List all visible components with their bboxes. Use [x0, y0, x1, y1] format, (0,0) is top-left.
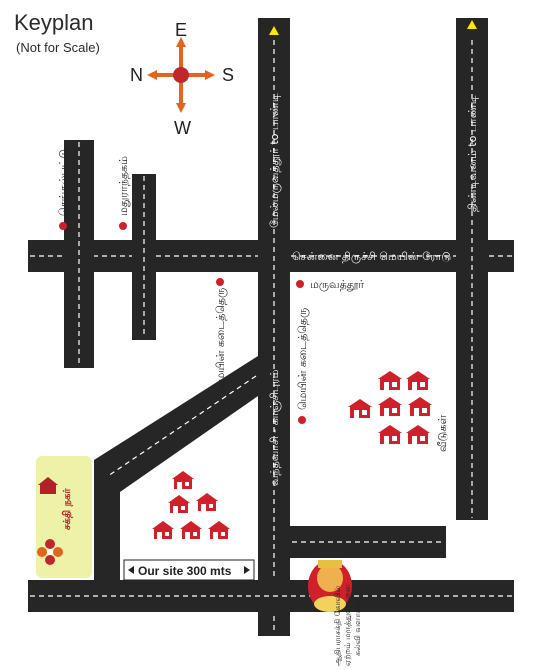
main-kadai-right-label: மெயின் கடைத்தெரு [296, 307, 309, 410]
compass-rose [130, 20, 234, 138]
house-icon [378, 425, 402, 444]
maruvathur-label: மருவத்தூர் [310, 278, 365, 291]
compass-center [173, 67, 189, 83]
house-icon [208, 521, 230, 539]
house-icon [406, 425, 430, 444]
main-road-label: சென்னை திருச்சி மெயின் ரோடு [292, 250, 452, 263]
house-icon [378, 371, 402, 390]
center-road-top-label: மேல்மருவத்தூர் to பாண்டி [268, 93, 281, 228]
house-icon [196, 493, 218, 511]
compass-label-east: E [175, 20, 188, 40]
houses-cluster-right [348, 371, 432, 444]
page-title: Keyplan [14, 10, 94, 35]
house-icon [180, 521, 202, 539]
house-icon [378, 397, 402, 416]
main-kadai-right-dot [298, 416, 306, 424]
house-icon [172, 471, 194, 489]
house-icon [152, 521, 174, 539]
house-icon [408, 397, 432, 416]
page-subtitle: (Not for Scale) [16, 40, 100, 55]
compass-label-north: N [130, 65, 143, 85]
house-icon [348, 399, 372, 418]
compass-label-west: W [174, 118, 191, 138]
temple-caption-2: ஏற்றம் மருத்துவமனை [343, 584, 352, 666]
center-road-lower-label: வந்தவாசி - காஞ்சிபுரம் [268, 369, 281, 486]
main-kadai-left-label: மெயின் கடைத்தெரு [214, 287, 227, 390]
house-icon [406, 371, 430, 390]
site-distance-box [124, 560, 254, 580]
madurantakam-label: மதுராந்தகம் [117, 156, 130, 216]
madurantakam-dot [119, 222, 127, 230]
chengalpattu-dot [59, 222, 67, 230]
right-road-top-label: திண்டிவனம் to பாண்டி [466, 95, 479, 212]
main-kadai-left-dot [216, 278, 224, 286]
temple-caption-1: ஆதிபராசக்தி கோவில் [333, 585, 342, 666]
temple-caption-3: கல்வி வளாகம் [353, 601, 362, 656]
chengalpattu-label: செங்கல்பட்டு [57, 148, 70, 216]
site-distance-label: Our site 300 mts [138, 564, 232, 578]
houses-cluster-site [152, 471, 230, 539]
project-logo-panel [36, 456, 92, 578]
house-icon [168, 495, 190, 513]
maruvathur-dot [296, 280, 304, 288]
lower-road [28, 580, 514, 612]
compass-label-south: S [222, 65, 235, 85]
project-logo-text: சக்தி நகர் [62, 488, 73, 530]
houses-label: வீடுகள் [436, 414, 449, 452]
